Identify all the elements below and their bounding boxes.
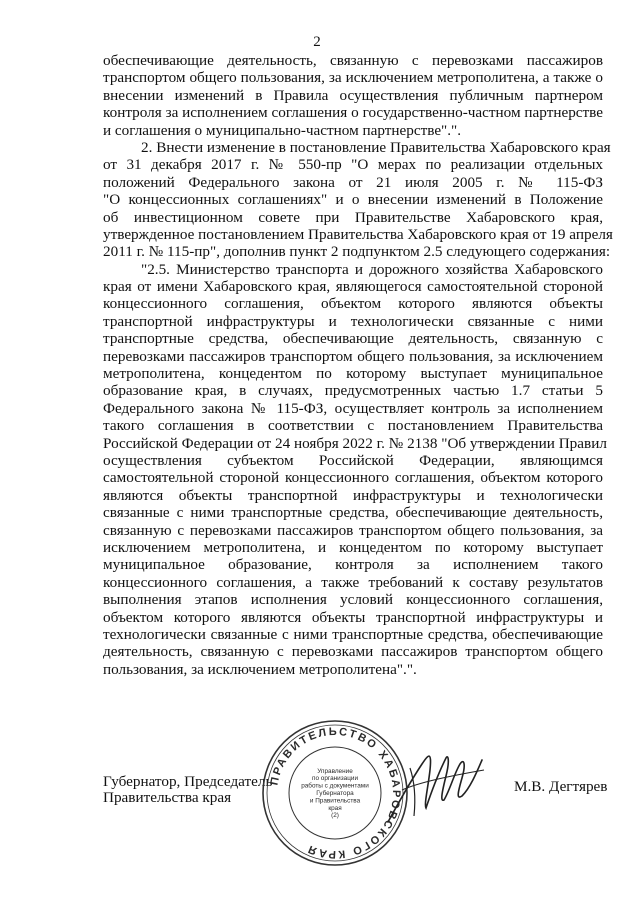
text-line: являются объекты транспортной инфраструктуры и технологически bbox=[103, 486, 603, 504]
text-line: об инвестиционном совете при Правительстве Хабаровского края, bbox=[103, 208, 603, 226]
text-line: перевозками пассажиров транспортом общего пользования, за исключением bbox=[103, 347, 603, 365]
text-line: 2011 г. № 115-пр", дополнив пункт 2 подпунктом 2.5 следующего содержания: bbox=[103, 243, 611, 261]
text-line: внесении изменений в Правила осуществления публичным партнером bbox=[103, 86, 603, 104]
text-line: деятельность, связанную с перевозками пассажиров транспортом общего bbox=[103, 643, 603, 661]
text-line: и соглашения о муниципально-частном партнерстве".". bbox=[103, 121, 462, 139]
paragraph bbox=[103, 138, 613, 261]
seal-inner-line: Губернатора bbox=[316, 790, 354, 797]
text-line: транспортом общего пользования, за исключением метрополитена, а также о bbox=[103, 69, 603, 87]
signature-position-line1: Губернатор, Председатель bbox=[103, 773, 273, 790]
text-line: концессионного соглашения, объектом которого являются объекты bbox=[103, 295, 603, 313]
svg-text:ПРАВИТЕЛЬСТВО ХАБАРОВСКОГО КРА: ПРАВИТЕЛЬСТВО ХАБАРОВСКОГО КРАЯ bbox=[268, 725, 403, 861]
text-line: осуществления субъектом Российской Федерации, являющимся bbox=[103, 451, 603, 469]
text-line: самостоятельной стороной концессионного соглашения, объектом которого bbox=[103, 469, 603, 487]
text-line: положений Федерального закона от 21 июля 2005 г. № 115-ФЗ bbox=[103, 173, 603, 191]
paragraph bbox=[103, 260, 607, 678]
text-line: 2. Внести изменение в постановление Правительства Хабаровского края bbox=[141, 138, 611, 156]
text-line: от 31 декабря 2017 г. № 550-пр "О мерах по реализации отдельных bbox=[103, 156, 603, 174]
seal-inner-line: Управление bbox=[317, 767, 353, 775]
signatory-name: М.В. Дегтярев bbox=[514, 778, 608, 795]
seal-inner-line: (2) bbox=[331, 812, 339, 820]
text-line: "2.5. Министерство транспорта и дорожного хозяйства Хабаровского bbox=[141, 260, 603, 278]
seal-inner-line: края bbox=[328, 804, 342, 812]
text-line: Федерального закона № 115-ФЗ, осуществляет контроль за исполнением bbox=[103, 399, 603, 417]
text-line: объектом которого являются объекты транспортной инфраструктуры и bbox=[103, 608, 603, 626]
text-line: концессионного соглашения, а также требований к составу результатов bbox=[103, 573, 603, 591]
signature-position bbox=[103, 774, 272, 806]
page-number: 2 bbox=[313, 34, 321, 50]
seal-inner-line: работы с документами bbox=[301, 782, 369, 790]
text-line: образование края, в случаях, предусмотренных частью 1.7 статьи 5 bbox=[103, 382, 603, 400]
text-line: такого соглашения в соответствии с постановлением Правительства bbox=[103, 417, 603, 435]
handwritten-signature bbox=[380, 730, 490, 840]
text-line: контроля за исполнением соглашения о государственно-частном партнерстве bbox=[103, 104, 603, 122]
text-line: транспортной инфраструктуры и технологически связанные с ними bbox=[103, 312, 603, 330]
text-line: связанные с ними транспортные средства, обеспечивающие деятельность, bbox=[103, 504, 603, 522]
text-line: муниципальное образование, контроля за исполнением такого bbox=[103, 556, 603, 574]
text-line: исключением метрополитена, и концедентом по которому выступает bbox=[103, 538, 603, 556]
text-line: пользования, за исключением метрополитена".". bbox=[103, 660, 417, 678]
text-line: связанную с перевозками пассажиров транспортом общего пользования, за bbox=[103, 521, 603, 539]
paragraph bbox=[103, 52, 603, 139]
text-line: технологически связанные с ними транспортные средства, обеспечивающие bbox=[103, 625, 603, 643]
seal-inner-line: по организации bbox=[311, 775, 359, 783]
text-line: "О концессионных соглашениях" и о внесении изменений в Положение bbox=[103, 191, 603, 209]
text-line: утвержденное постановлением Правительства Хабаровского края от 19 апреля bbox=[103, 225, 613, 243]
signature-position-line2: Правительства края bbox=[103, 789, 232, 806]
text-line: Российской Федерации от 24 ноября 2022 г. № 2138 "Об утверждении Правил bbox=[103, 434, 607, 452]
text-line: метрополитена, концедентом по которому выступает муниципальное bbox=[103, 365, 603, 383]
text-line: обеспечивающие деятельность, связанную с перевозками пассажиров bbox=[103, 52, 603, 69]
document-body bbox=[103, 52, 613, 678]
seal-inner-line: и Правительства bbox=[309, 797, 361, 805]
text-line: края от имени Хабаровского края, являющегося самостоятельной стороной bbox=[103, 278, 603, 296]
text-line: выполнения этапов исполнения условий концессионного соглашения, bbox=[103, 591, 603, 609]
text-line: транспортные средства, обеспечивающие деятельность, связанную с bbox=[103, 330, 603, 348]
